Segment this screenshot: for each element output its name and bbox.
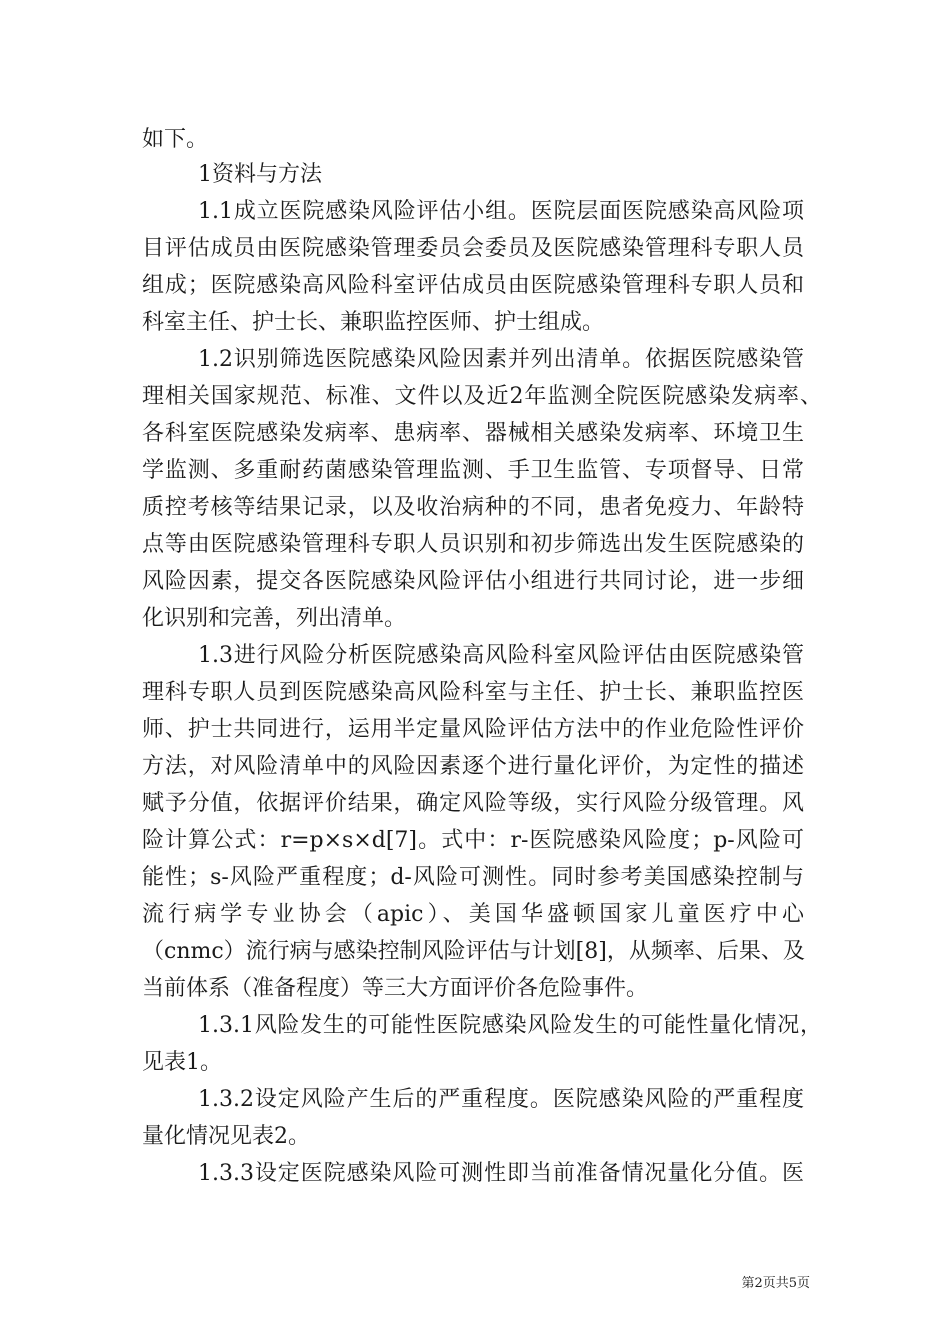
text-line: [0, 821, 950, 861]
text-line-content: 质控考核等结果记录，以及收治病种的不同，患者免疫力、年龄特: [142, 495, 804, 520]
text-line-content: 流行病学专业协会（apic）、美国华盛顿国家儿童医疗中心: [142, 902, 804, 927]
text-line: [0, 266, 950, 306]
text-line: [0, 1154, 950, 1194]
text-line-content: 当前体系（准备程度）等三大方面评价各危险事件。: [142, 976, 649, 1001]
text-line-content: 风险因素，提交各医院感染风险评估小组进行共同讨论，进一步细: [142, 569, 804, 594]
text-line-content: 科室主任、护士长、兼职监控医师、护士组成。: [142, 310, 605, 335]
text-line-content: （cnmc）流行病与感染控制风险评估与计划[8]，从频率、后果、及: [142, 939, 805, 964]
text-line-content: 学监测、多重耐药菌感染管理监测、手卫生监管、专项督导、日常: [142, 458, 804, 483]
text-line: [0, 562, 950, 602]
text-line-content: 赋予分值，依据评价结果，确定风险等级，实行风险分级管理。风: [142, 791, 804, 816]
text-line: [0, 710, 950, 750]
text-line: [0, 599, 950, 639]
text-line-content: 1.1成立医院感染风险评估小组。医院层面医院感染高风险项: [198, 199, 804, 224]
text-line-content: 1.3.1风险发生的可能性医院感染风险发生的可能性量化情况，: [198, 1013, 822, 1038]
text-line-content: 见表1。: [142, 1050, 222, 1075]
text-line-content: 1.3.3设定医院感染风险可测性即当前准备情况量化分值。医: [198, 1161, 804, 1186]
text-line: [0, 414, 950, 454]
text-line-content: 理相关国家规范、标准、文件以及近2年监测全院医院感染发病率、: [142, 384, 822, 409]
text-line: [0, 229, 950, 269]
text-line: [0, 525, 950, 565]
text-line-content: 1资料与方法: [198, 162, 322, 187]
text-line-content: 1.2识别筛选医院感染风险因素并列出清单。依据医院感染管: [198, 347, 804, 372]
text-line: [0, 451, 950, 491]
text-line-content: 目评估成员由医院感染管理委员会委员及医院感染管理科专职人员: [142, 236, 804, 261]
text-line: [0, 1006, 950, 1046]
text-line-content: 险计算公式：r=p×s×d[7]。式中：r-医院感染风险度；p-风险可: [142, 828, 804, 853]
text-line: [0, 488, 950, 528]
text-line-content: 方法，对风险清单中的风险因素逐个进行量化评价，为定性的描述: [142, 754, 804, 779]
text-line-content: 化识别和完善，列出清单。: [142, 606, 407, 631]
page-number-footer: 第2页共5页: [741, 1276, 810, 1291]
text-line-content: 各科室医院感染发病率、患病率、器械相关感染发病率、环境卫生: [142, 421, 804, 446]
text-line: [0, 969, 950, 1009]
text-line: [0, 747, 950, 787]
text-line-content: 1.3进行风险分析医院感染高风险科室风险评估由医院感染管: [198, 643, 804, 668]
text-line: [0, 895, 950, 935]
text-line-content: 能性；s-风险严重程度；d-风险可测性。同时参考美国感染控制与: [142, 865, 804, 890]
text-line: [0, 192, 950, 232]
text-line: [0, 1117, 950, 1157]
text-line-content: 1.3.2设定风险产生后的严重程度。医院感染风险的严重程度: [198, 1087, 804, 1112]
text-line-content: 组成；医院感染高风险科室评估成员由医院感染管理科专职人员和: [142, 273, 804, 298]
text-line: [0, 636, 950, 676]
text-line-content: 师、护士共同进行，运用半定量风险评估方法中的作业危险性评价: [142, 717, 804, 742]
text-line: [0, 932, 950, 972]
text-line-content: 点等由医院感染管理科专职人员识别和初步筛选出发生医院感染的: [142, 532, 804, 557]
text-line: [0, 1043, 950, 1083]
text-line-content: 如下。: [142, 127, 209, 152]
text-line: [0, 340, 950, 380]
text-line: [0, 673, 950, 713]
text-line: [0, 303, 950, 343]
text-line: [0, 784, 950, 824]
text-line-content: 理科专职人员到医院感染高风险科室与主任、护士长、兼职监控医: [142, 680, 804, 705]
text-line: [0, 377, 950, 417]
section-heading: [0, 155, 950, 195]
text-line: [0, 1080, 950, 1120]
text-line-content: 量化情况见表2。: [142, 1124, 310, 1149]
text-line: [0, 120, 950, 160]
text-line: [0, 858, 950, 898]
